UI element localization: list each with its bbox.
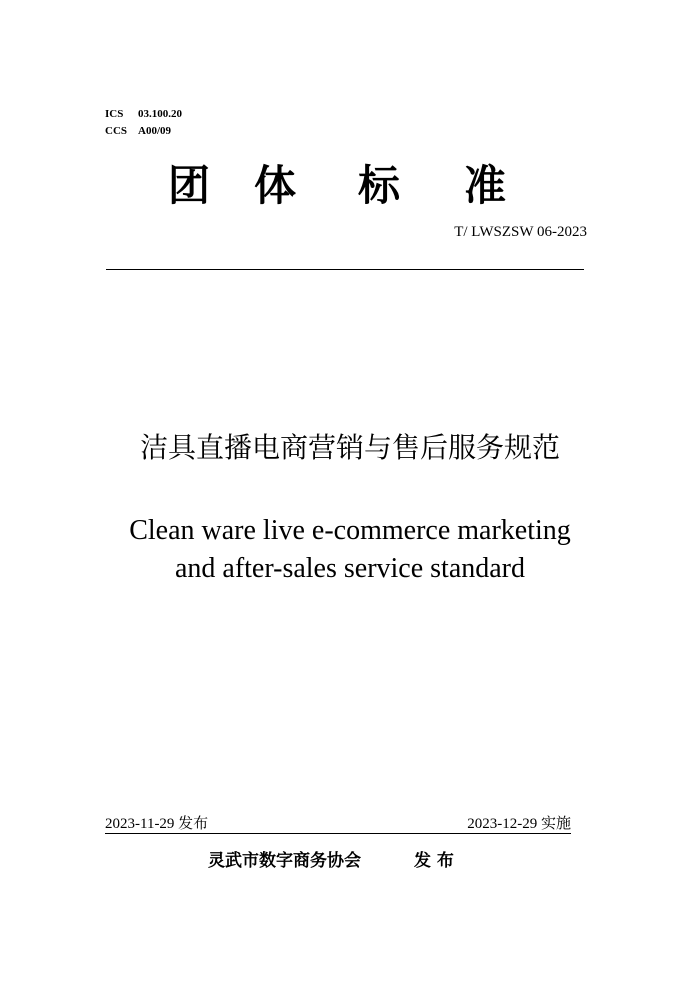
ccs-value: A00/09 [138,125,171,137]
implementation-date: 2023-12-29 实施 [467,816,571,832]
ics-value: 03.100.20 [138,108,182,120]
ics-code [105,107,182,121]
title-english [0,512,700,588]
dates-row [105,815,571,834]
standard-number: T/ LWSZSW 06-2023 [454,224,587,240]
ccs-label: CCS [105,125,128,137]
title-chinese: 洁具直播电商营销与售后服务规范 [139,431,560,464]
publish-label: 发 布 [414,851,454,871]
publisher-name: 灵武市数字商务协会 [208,851,361,871]
title-english-line-2: and after-sales service standard [174,553,526,584]
doc-type-char-3: 标 [358,161,401,210]
ics-label: ICS [105,108,124,120]
ccs-code [105,124,171,138]
doc-type-char-4: 准 [464,161,507,210]
doc-type-char-2: 体 [254,161,297,210]
doc-type-char-1: 团 [168,161,211,210]
issue-date: 2023-11-29 发布 [105,816,209,832]
header-divider [106,269,584,270]
title-english-line-1: Clean ware live e-commerce marketing [129,515,571,546]
